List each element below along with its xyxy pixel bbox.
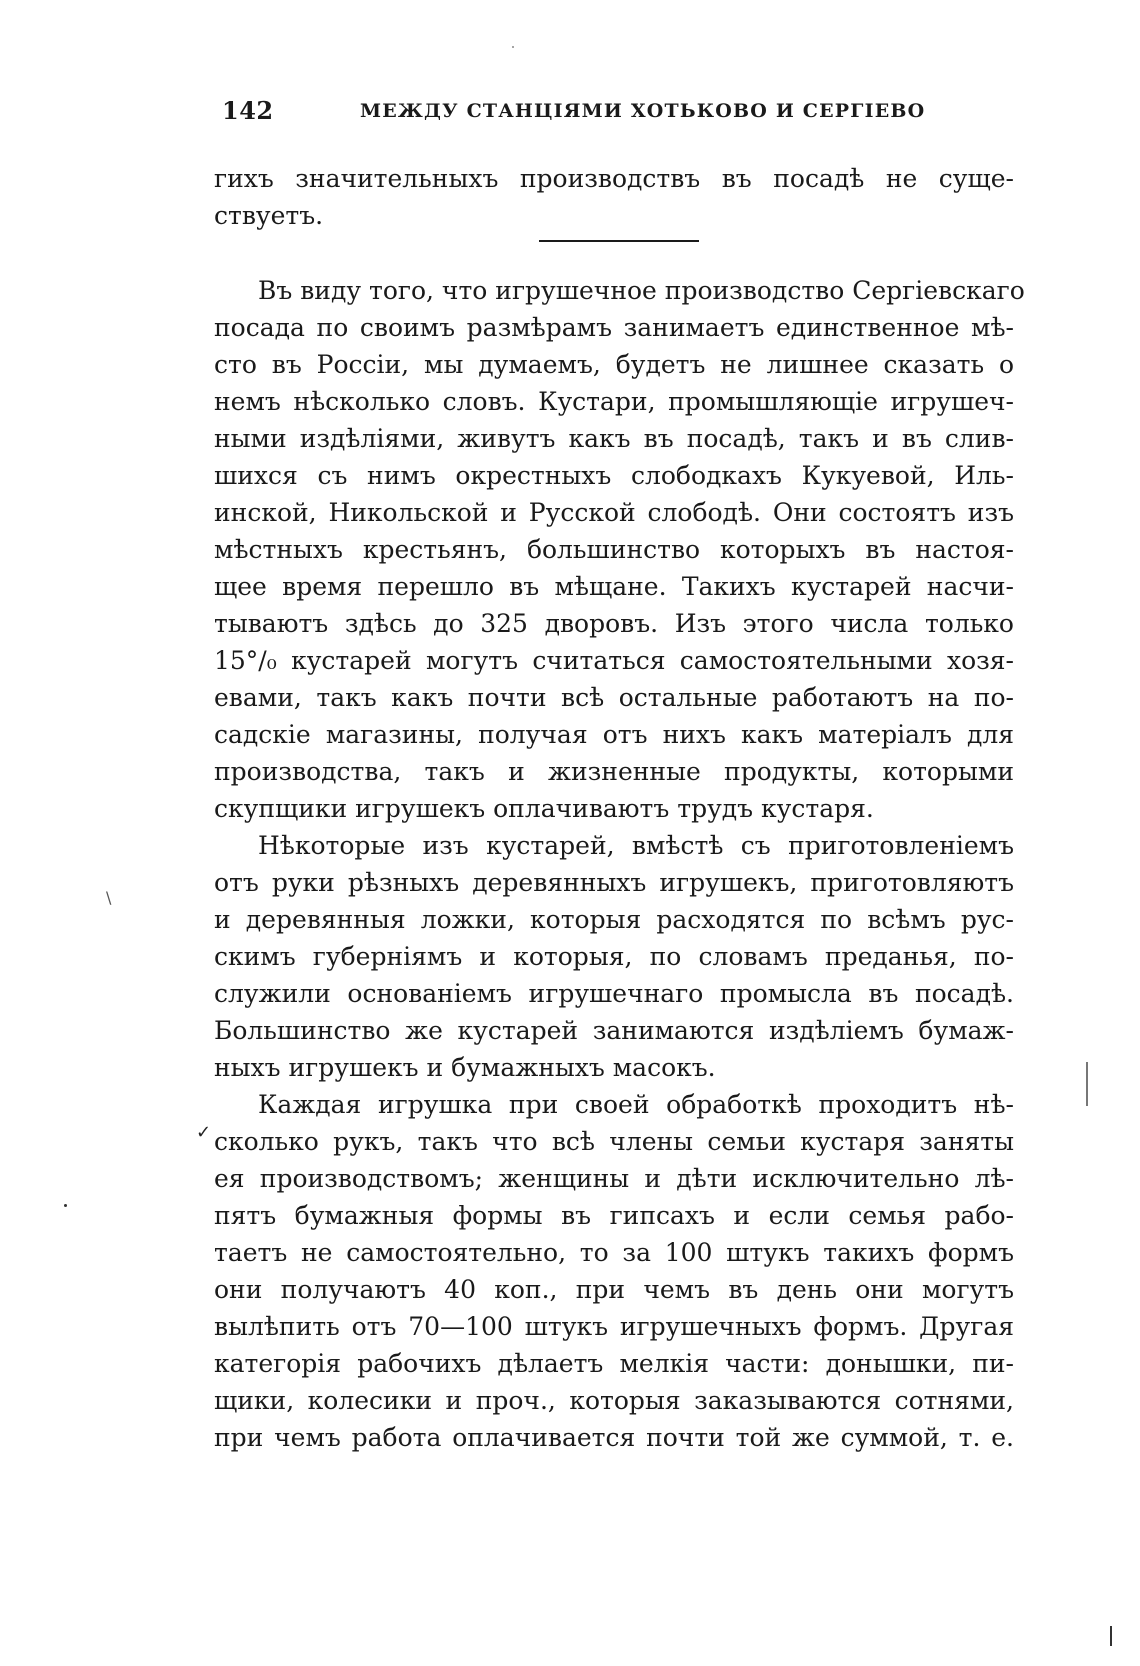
continuation-text: [214, 160, 1014, 234]
page-number: 142: [222, 96, 274, 125]
paragraph-toy-workflow: [214, 1086, 1014, 1456]
text-line: скимъ губерніямъ и которыя, по словамъ преданья, по-: [214, 942, 1014, 971]
text-line: ея производствомъ; женщины и дѣти исключительно лѣ-: [214, 1164, 1014, 1193]
paragraph-toy-industry: [214, 272, 1025, 827]
text-line: садскіе магазины, получая отъ нихъ какъ матеріалъ для: [214, 720, 1014, 749]
margin-tick-mark: ✓: [196, 1122, 212, 1143]
margin-scan-mark: [1086, 1062, 1088, 1106]
text-line: сколько рукъ, такъ что всѣ члены семьи кустаря заняты: [214, 1127, 1014, 1156]
text-line: и деревянныя ложки, которыя расходятся по всѣмъ рус-: [214, 905, 1014, 934]
text-line: Нѣкоторые изъ кустарей, вмѣстѣ съ приготовленіемъ: [258, 831, 1014, 860]
text-line: щее время перешло въ мѣщане. Такихъ кустарей насчи-: [214, 572, 1014, 601]
text-line: мѣстныхъ крестьянъ, большинство которыхъ въ настоя-: [214, 535, 1014, 564]
text-line: щики, колесики и проч., которыя заказываются сотнями,: [214, 1386, 1014, 1415]
text-line: пятъ бумажныя формы въ гипсахъ и если семья рабо-: [214, 1201, 1014, 1230]
text-line: шихся съ нимъ окрестныхъ слободкахъ Кукуевой, Иль-: [214, 461, 1014, 490]
text-line: Въ виду того, что игрушечное производство Сергіевскаго: [258, 276, 1025, 305]
running-title: МЕЖДУ СТАНЦІЯМИ ХОТЬКОВО И СЕРГІЕВО: [360, 100, 926, 122]
text-line: немъ нѣсколько словъ. Кустари, промышляющіе игрушеч-: [214, 387, 1014, 416]
text-line: Большинство же кустарей занимаются издѣліемъ бумаж-: [214, 1016, 1014, 1045]
text-line: гихъ значительныхъ производствъ въ посадѣ не суще-: [214, 164, 1014, 193]
text-line: производства, такъ и жизненные продукты, которыми: [214, 757, 1014, 786]
text-line: отъ руки рѣзныхъ деревянныхъ игрушекъ, приготовляютъ: [214, 868, 1014, 897]
text-line: ныхъ игрушекъ и бумажныхъ масокъ.: [214, 1053, 716, 1082]
text-line: служили основаніемъ игрушечнаго промысла въ посадѣ.: [214, 979, 1014, 1008]
page-header: [222, 96, 1012, 136]
corner-scan-mark: [1110, 1626, 1112, 1646]
margin-pencil-mark: \: [106, 888, 112, 907]
text-line: Каждая игрушка при своей обработкѣ проходитъ нѣ-: [258, 1090, 1014, 1119]
text-line: тываютъ здѣсь до 325 дворовъ. Изъ этого числа только: [214, 609, 1014, 638]
scan-speck: [64, 1204, 67, 1207]
paragraph-wooden-spoons: [214, 827, 1014, 1086]
text-line: 15°/₀ кустарей могутъ считаться самостоятельными хозя-: [214, 646, 1014, 675]
text-line: инской, Никольской и Русской слободѣ. Они состоятъ изъ: [214, 498, 1014, 527]
text-line: категорія рабочихъ дѣлаетъ мелкія части: донышки, пи-: [214, 1349, 1014, 1378]
scan-speck: [512, 46, 514, 48]
text-line: сто въ Россіи, мы думаемъ, будетъ не лишнее сказать о: [214, 350, 1014, 379]
text-line: вылѣпить отъ 70—100 штукъ игрушечныхъ формъ. Другая: [214, 1312, 1014, 1341]
text-line: евами, такъ какъ почти всѣ остальные работаютъ на по-: [214, 683, 1014, 712]
text-line: ными издѣліями, живутъ какъ въ посадѣ, такъ и въ слив-: [214, 424, 1014, 453]
body-text: [214, 272, 1025, 1456]
text-line: ствуетъ.: [214, 201, 324, 230]
text-line: таетъ не самостоятельно, то за 100 штукъ такихъ формъ: [214, 1238, 1014, 1267]
section-divider: [539, 240, 699, 242]
text-line: при чемъ работа оплачивается почти той же суммой, т. е.: [214, 1423, 1014, 1452]
text-line: посада по своимъ размѣрамъ занимаетъ единственное мѣ-: [214, 313, 1014, 342]
text-line: они получаютъ 40 коп., при чемъ въ день они могутъ: [214, 1275, 1014, 1304]
text-line: скупщики игрушекъ оплачиваютъ трудъ кустаря.: [214, 794, 874, 823]
